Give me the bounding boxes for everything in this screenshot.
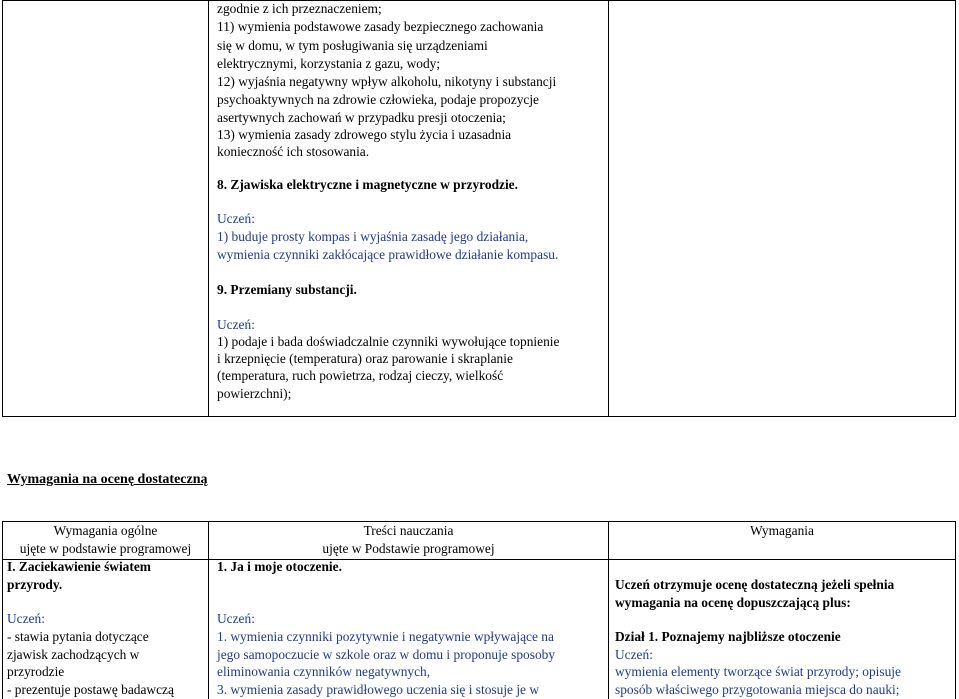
text-line: powierzchni); xyxy=(217,386,292,401)
col1-header xyxy=(3,522,208,558)
col3-intro-line: wymagania na ocenę dopuszczającą plus: xyxy=(615,595,851,610)
section-9-student-label: Uczeń: xyxy=(217,317,255,332)
col1-student-label: Uczeń: xyxy=(7,611,45,626)
text-line: przyrodzie xyxy=(7,664,65,679)
col3-student-label: Uczeń: xyxy=(615,647,653,662)
lower-table-divider-2 xyxy=(608,521,609,699)
col1-header-line: ujęte w podstawie programowej xyxy=(19,541,192,556)
text-line: sposób właściwego przygotowania miejsca do nauki; xyxy=(615,682,900,697)
text-line: 3. wymienia zasady prawidłowego uczenia się i stosuje je w xyxy=(217,682,540,697)
col3-intro-line: Uczeń otrzymuje ocenę dostateczną jeżeli spełnia xyxy=(615,577,895,592)
lower-table-right-border xyxy=(955,521,956,699)
upper-table-divider-1 xyxy=(208,0,209,417)
text-line: psychoaktywnych na zdrowie człowieka, podaje propozycje xyxy=(217,92,539,107)
text-line: 1) buduje prosty kompas i wyjaśnia zasadę jego działania, xyxy=(217,229,529,244)
col2-header-line: Treści nauczania xyxy=(363,523,454,538)
text-line: elektrycznymi, korzystania z gazu, wody; xyxy=(217,56,441,71)
col3-header-line: Wymagania xyxy=(750,523,814,538)
upper-table-left-border xyxy=(2,0,3,417)
text-line: zjawisk zachodzących w xyxy=(7,647,140,662)
col1-heading-line: przyrody. xyxy=(7,577,63,592)
upper-table-bottom-border xyxy=(2,416,956,417)
col1-header-line: Wymagania ogólne xyxy=(53,523,158,538)
section-8-heading: 8. Zjawiska elektryczne i magnetyczne w przyrodzie. xyxy=(217,177,518,192)
text-line: - prezentuje postawę badawczą xyxy=(7,682,174,697)
col3-heading: Dział 1. Poznajemy najbliższe otoczenie xyxy=(615,629,841,644)
col2-header xyxy=(209,522,608,558)
text-line: zgodnie z ich przeznaczeniem; xyxy=(217,1,382,16)
text-line: wymienia czynniki zakłócające prawidłowe działanie kompasu. xyxy=(217,247,559,262)
text-line: jego samopoczucie w szkole oraz w domu i proponuje sposoby xyxy=(217,647,556,662)
col1-heading-line: I. Zaciekawienie światem xyxy=(7,559,151,574)
upper-table-right-border xyxy=(955,0,956,417)
col2-heading: 1. Ja i moje otoczenie. xyxy=(217,559,342,574)
text-line: - stawia pytania dotyczące xyxy=(7,629,149,644)
col2-header-line: ujęte w Podstawie programowej xyxy=(322,541,495,556)
col3-header xyxy=(609,522,955,540)
text-line: się w domu, w tym posługiwania się urządzeniami xyxy=(217,38,488,53)
section-9-heading: 9. Przemiany substancji. xyxy=(217,282,357,297)
text-line: eliminowania czynników negatywnych, xyxy=(217,664,431,679)
col2-student-label: Uczeń: xyxy=(217,611,255,626)
text-line: 1. wymienia czynniki pozytywnie i negatywnie wpływające na xyxy=(217,629,554,644)
upper-table-top-border xyxy=(2,0,956,1)
text-line: wymienia elementy tworzące świat przyrody; opisuje xyxy=(615,664,901,679)
upper-table-divider-2 xyxy=(608,0,609,417)
text-line: 1) podaje i bada doświadczalnie czynniki wywołujące topnienie xyxy=(217,334,560,349)
section-title: Wymagania na ocenę dostateczną xyxy=(7,472,208,487)
text-line: asertywnych zachowań w przypadku presji otoczenia; xyxy=(217,110,506,125)
text-line: konieczność ich stosowania. xyxy=(217,144,370,159)
text-line: 11) wymienia podstawowe zasady bezpiecznego zachowania xyxy=(217,19,544,34)
text-line: 13) wymienia zasady zdrowego stylu życia i uzasadnia xyxy=(217,127,512,142)
text-line: i krzepnięcie (temperatura) oraz parowanie i skraplanie xyxy=(217,351,513,366)
text-line: (temperatura, ruch powietrza, rodzaj cieczy, wielkość xyxy=(217,368,504,383)
section-8-student-label: Uczeń: xyxy=(217,211,255,226)
text-line: 12) wyjaśnia negatywny wpływ alkoholu, nikotyny i substancji xyxy=(217,74,557,89)
